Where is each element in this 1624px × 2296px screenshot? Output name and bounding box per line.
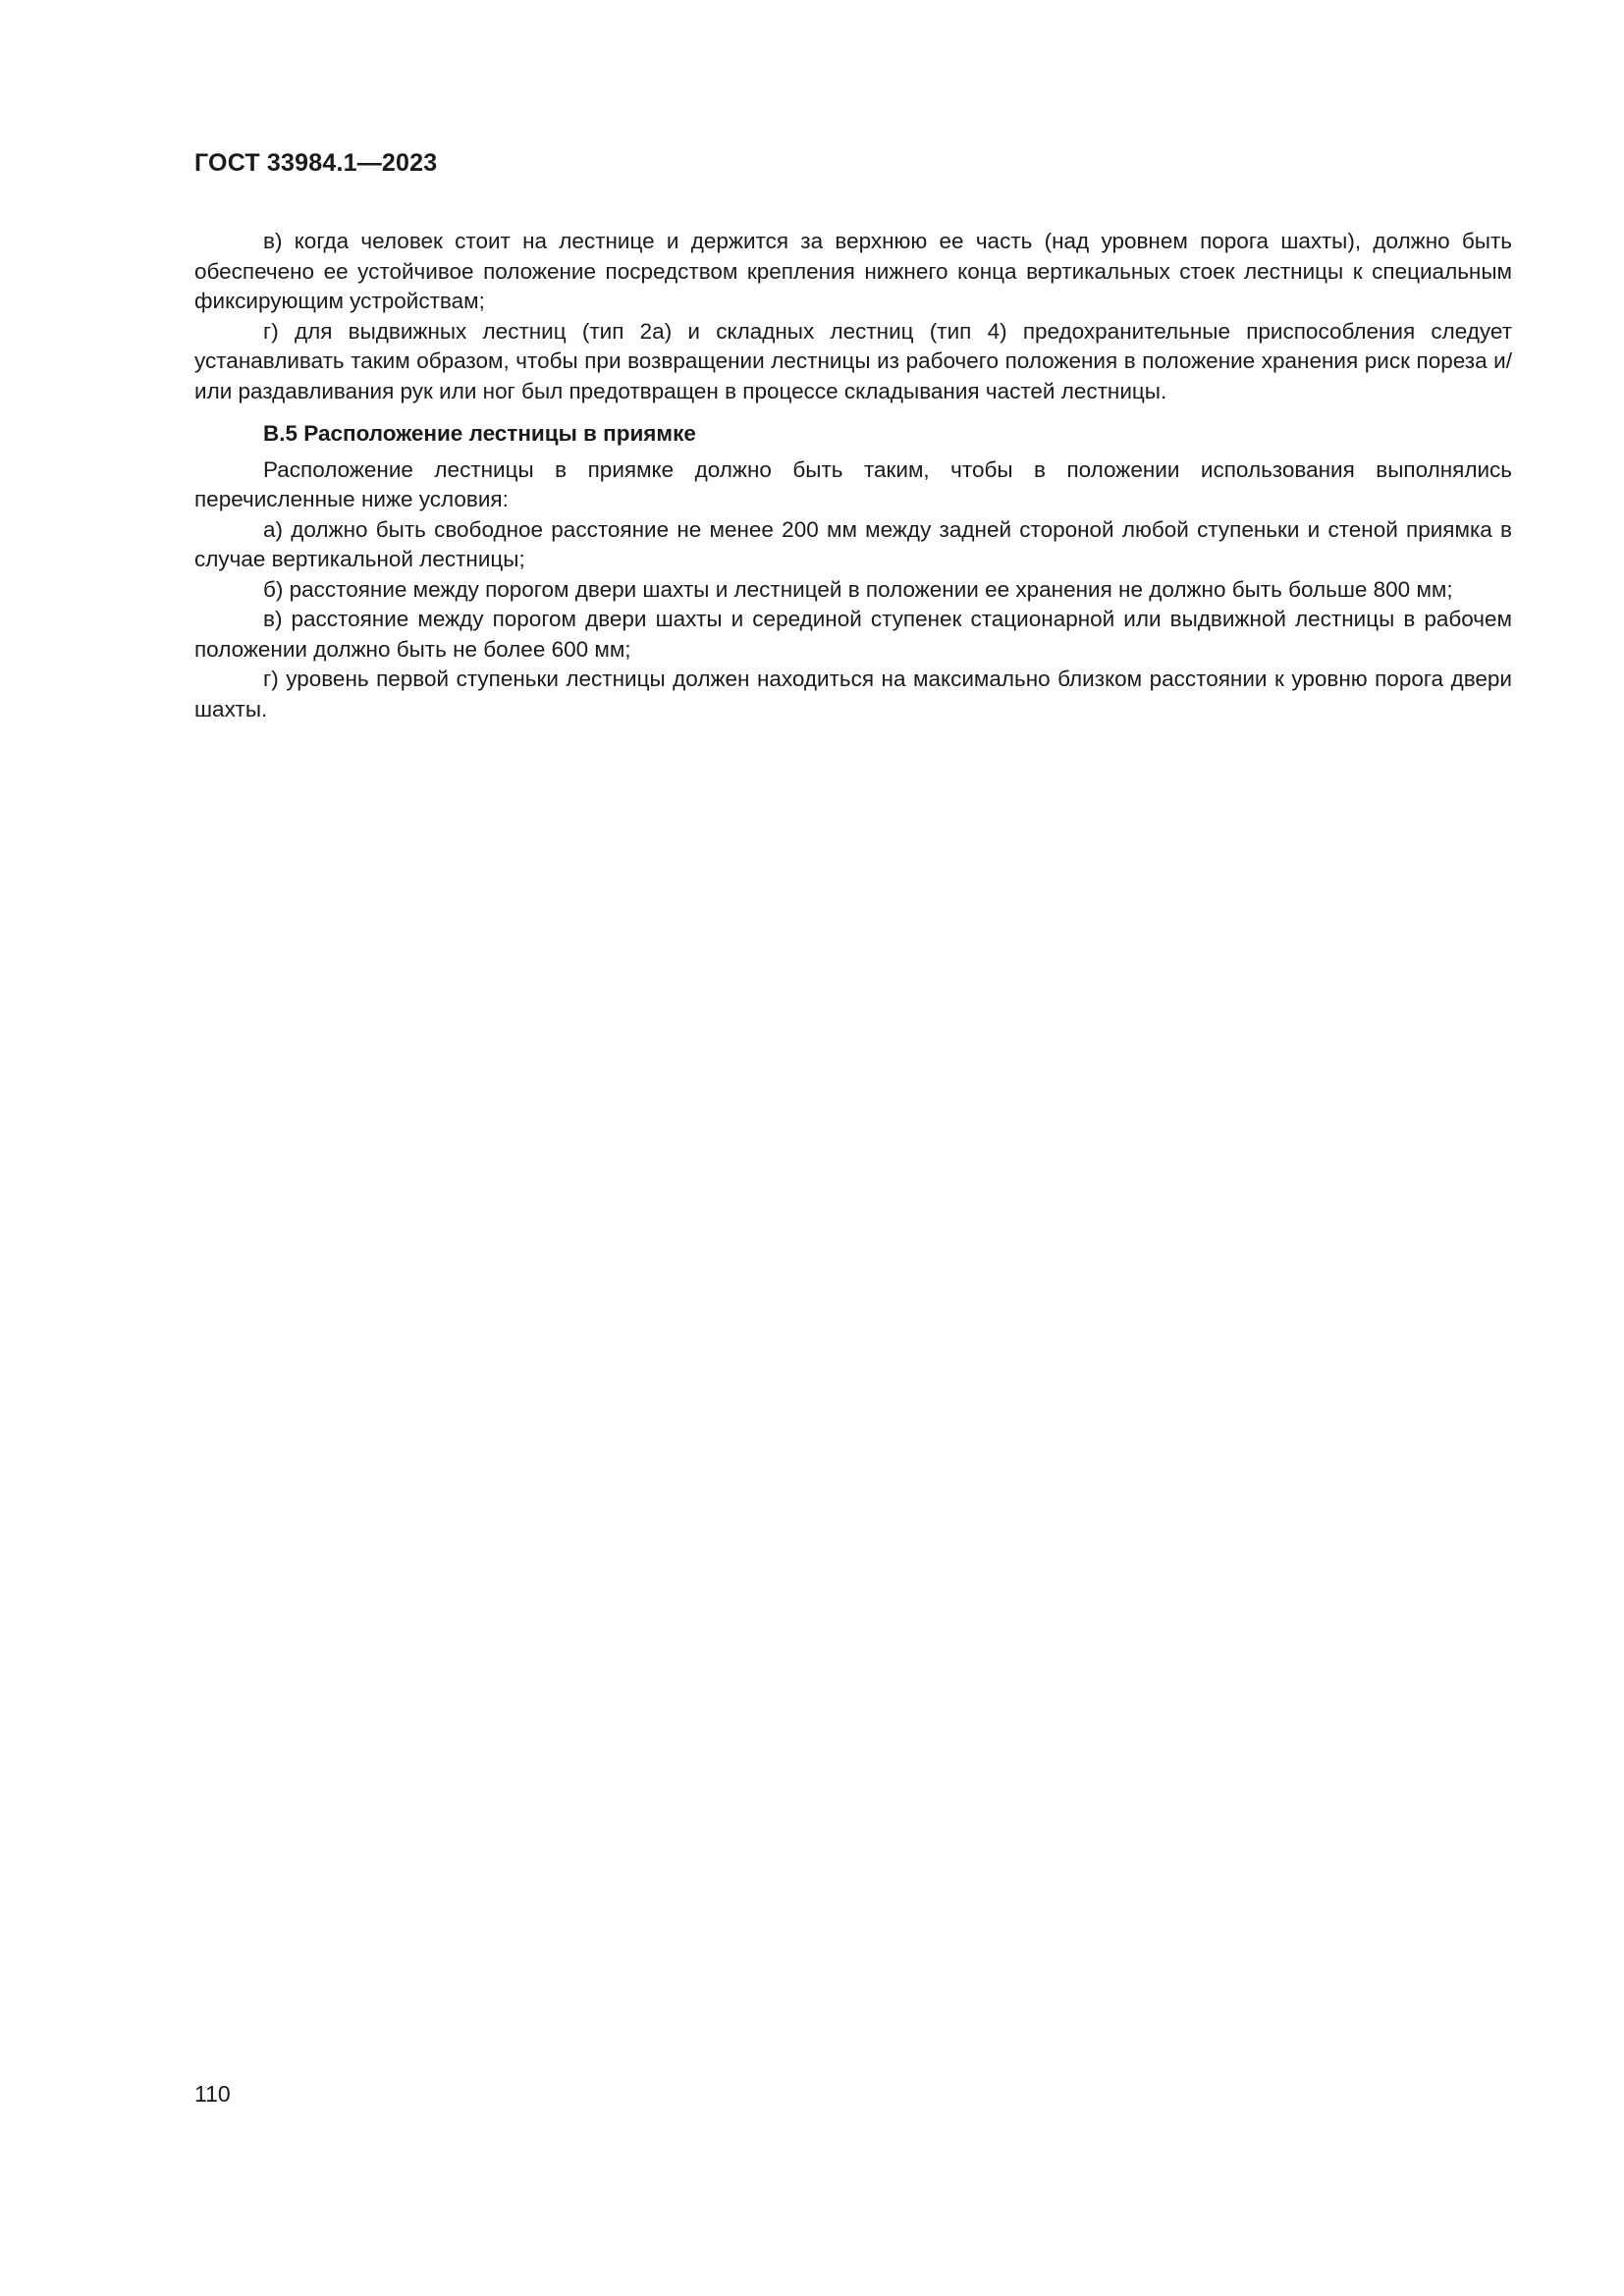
list-item-v: в) расстояние между порогом двери шахты и серединой ступенек стационарной или выдвижной лестницы в рабочем положении должно быть не более 600 мм; xyxy=(194,607,1512,662)
list-item-b: б) расстояние между порогом двери шахты и лестницей в положении ее хранения не должно быть больше 800 мм; xyxy=(263,576,1453,602)
list-item-g: г) уровень первой ступеньки лестницы должен находиться на максимально близком расстоянии к уровню порога двери шахты. xyxy=(194,667,1512,721)
paragraph-item-g: г) для выдвижных лестниц (тип 2а) и складных лестниц (тип 4) предохранительные приспособления следует устанавливать таким образом, чтобы при возвращении лестницы из рабочего положения в положение хранения риск пореза и/или раздавливания рук или ног был предотвращен в процессе складывания частей лестницы. xyxy=(194,318,1512,403)
list-item-a: а) должно быть свободное расстояние не менее 200 мм между задней стороной любой ступеньки и стеной приямка в случае вертикальной лестницы; xyxy=(194,516,1512,571)
paragraph-intro: Расположение лестницы в приямке должно быть таким, чтобы в положении использования выполнялись перечисленные ниже условия: xyxy=(194,456,1512,511)
page-number: 110 xyxy=(194,2081,231,2107)
document-body xyxy=(194,227,1512,724)
paragraph-item-v: в) когда человек стоит на лестнице и держится за верхнюю ее часть (над уровнем порога шахты), должно быть обеспечено ее устойчивое положение посредством крепления нижнего конца вертикальных стоек лестницы к специальным фиксирующим устройствам; xyxy=(194,229,1512,313)
section-heading: В.5 Расположение лестницы в приямке xyxy=(263,421,696,446)
document-header: ГОСТ 33984.1—2023 xyxy=(194,149,438,177)
